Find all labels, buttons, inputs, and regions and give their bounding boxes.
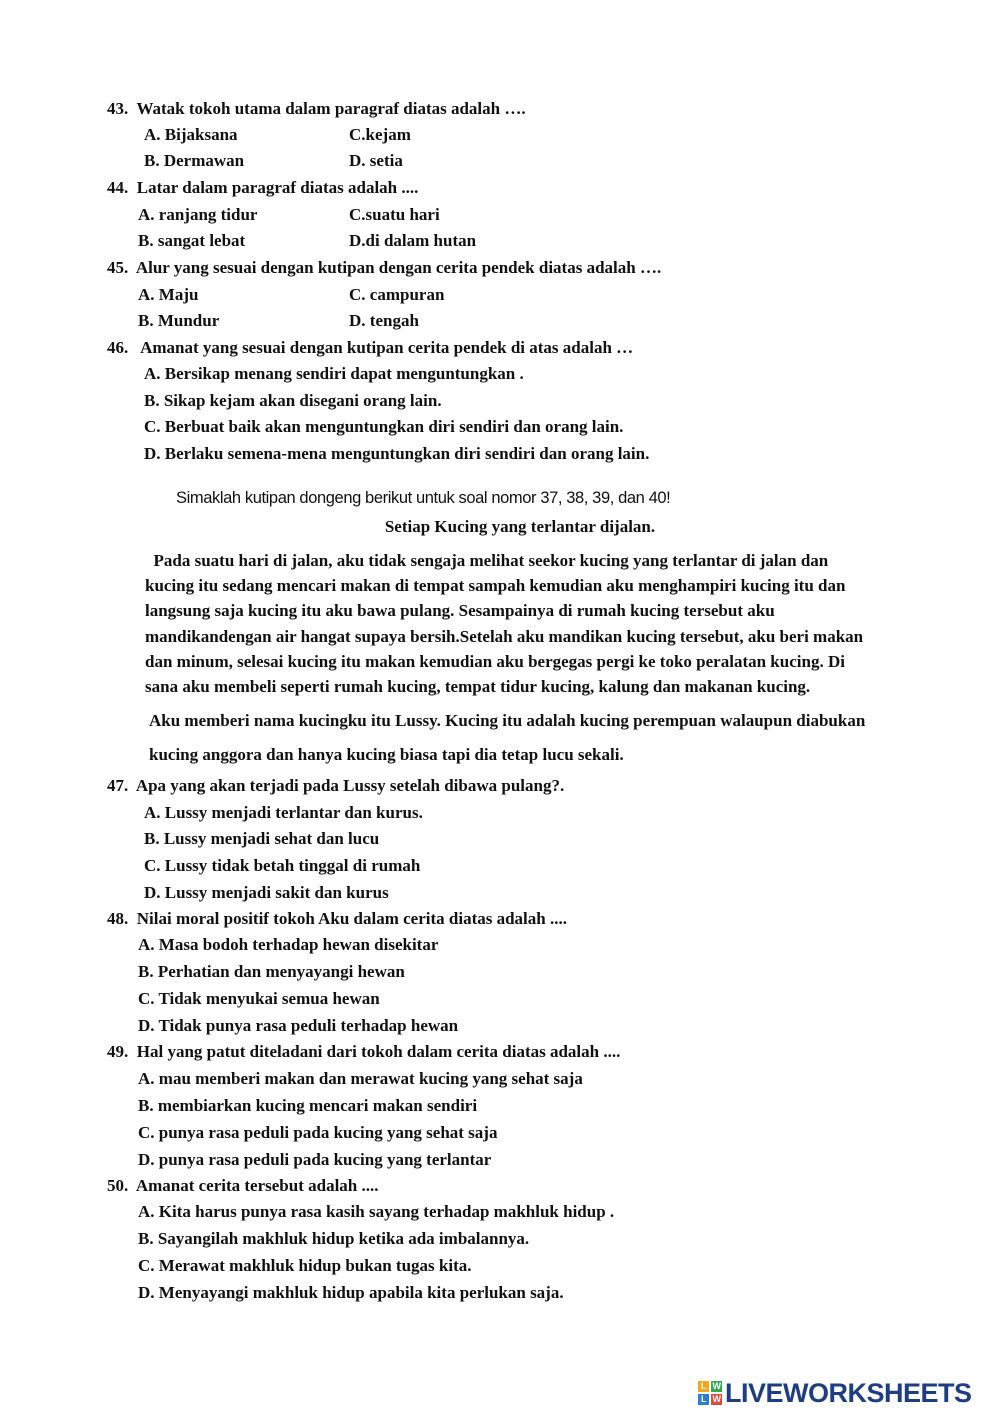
option-c[interactable]: C. Lussy tidak betah tinggal di rumah: [144, 856, 421, 875]
question-48: [107, 909, 567, 929]
option-a[interactable]: A. Bersikap menang sendiri dapat menguntungkan .: [144, 364, 524, 383]
question-text: Latar dalam paragraf diatas adalah ....: [136, 178, 419, 197]
option-a[interactable]: A. Kita harus punya rasa kasih sayang terhadap makhluk hidup .: [138, 1202, 615, 1221]
story-line: Pada suatu hari di jalan, aku tidak sengaja melihat seekor kucing yang terlantar di jalan dan: [145, 551, 829, 570]
option-c[interactable]: C.suatu hari: [349, 205, 440, 224]
question-number: 46.: [107, 338, 129, 357]
question-number: 47.: [107, 776, 129, 795]
option-c[interactable]: C. Berbuat baik akan menguntungkan diri sendiri dan orang lain.: [144, 417, 624, 436]
logo-mark-icon: L W L W: [698, 1381, 722, 1405]
question-50: [107, 1176, 379, 1196]
story-line: langsung saja kucing itu aku bawa pulang. Sesampainya di rumah kucing tersebut aku: [145, 601, 775, 620]
option-c[interactable]: C. Merawat makhluk hidup bukan tugas kita.: [138, 1256, 472, 1275]
option-a[interactable]: A. Masa bodoh terhadap hewan disekitar: [138, 935, 439, 954]
option-c[interactable]: C. punya rasa peduli pada kucing yang sehat saja: [138, 1123, 498, 1142]
story-line: dan minum, selesai kucing itu makan kemudian aku bergegas pergi ke toko peralatan kucing. Di: [145, 652, 845, 671]
option-b[interactable]: B. Sayangilah makhluk hidup ketika ada imbalannya.: [138, 1229, 530, 1248]
question-number: 49.: [107, 1042, 129, 1061]
option-a[interactable]: A. Lussy menjadi terlantar dan kurus.: [144, 803, 423, 822]
option-d[interactable]: D. Lussy menjadi sakit dan kurus: [144, 883, 389, 902]
story-line: sana aku membeli seperti rumah kucing, tempat tidur kucing, kalung dan makanan kucing.: [145, 677, 811, 696]
option-a[interactable]: A. mau memberi makan dan merawat kucing yang sehat saja: [138, 1069, 583, 1088]
question-text: Nilai moral positif tokoh Aku dalam cerita diatas adalah ....: [136, 909, 567, 928]
question-text: Amanat yang sesuai dengan kutipan cerita pendek di atas adalah …: [140, 338, 634, 357]
question-49: [107, 1042, 620, 1062]
question-text: Hal yang patut diteladani dari tokoh dalam cerita diatas adalah ....: [136, 1042, 621, 1061]
story-line: Aku memberi nama kucingku itu Lussy. Kucing itu adalah kucing perempuan walaupun diabukan: [149, 711, 866, 730]
story-line: mandikandengan air hangat supaya bersih.Setelah aku mandikan kucing tersebut, aku beri makan: [145, 627, 864, 646]
question-text: Alur yang sesuai dengan kutipan dengan cerita pendek diatas adalah ….: [135, 258, 662, 277]
option-b[interactable]: B. Sikap kejam akan disegani orang lain.: [144, 391, 442, 410]
option-c[interactable]: C. Tidak menyukai semua hewan: [138, 989, 380, 1008]
question-44: [107, 178, 418, 198]
logo-text: LIVEWORKSHEETS: [725, 1377, 972, 1408]
option-b[interactable]: B. Lussy menjadi sehat dan lucu: [144, 829, 380, 848]
option-d[interactable]: D. Berlaku semena-mena menguntungkan diri sendiri dan orang lain.: [144, 444, 650, 463]
question-number: 45.: [107, 258, 129, 277]
option-b[interactable]: B. sangat lebat: [138, 231, 246, 250]
liveworksheets-logo[interactable]: [698, 1378, 972, 1408]
option-b[interactable]: B. Dermawan: [144, 151, 245, 170]
option-d[interactable]: D. tengah: [349, 311, 419, 330]
instruction: Simaklah kutipan dongeng berikut untuk soal nomor 37, 38, 39, dan 40!: [176, 489, 671, 507]
option-d[interactable]: D. punya rasa peduli pada kucing yang terlantar: [138, 1150, 492, 1169]
story-line: kucing anggora dan hanya kucing biasa tapi dia tetap lucu sekali.: [149, 745, 624, 764]
question-number: 44.: [107, 178, 129, 197]
option-b[interactable]: B. Mundur: [138, 311, 220, 330]
story-line: kucing itu sedang mencari makan di tempat sampah kemudian aku menghampiri kucing itu dan: [145, 576, 846, 595]
option-d[interactable]: D.di dalam hutan: [349, 231, 477, 250]
question-text: Apa yang akan terjadi pada Lussy setelah dibawa pulang?.: [135, 776, 565, 795]
question-47: [107, 776, 564, 796]
option-a[interactable]: A. Maju: [138, 285, 199, 304]
option-a[interactable]: A. Bijaksana: [144, 125, 238, 144]
question-number: 43.: [107, 99, 129, 118]
question-45: [107, 258, 661, 278]
question-46: [107, 338, 633, 358]
question-text: Amanat cerita tersebut adalah ....: [135, 1176, 379, 1195]
question-text: Watak tokoh utama dalam paragraf diatas adalah ….: [136, 99, 526, 118]
option-b[interactable]: B. Perhatian dan menyayangi hewan: [138, 962, 405, 981]
option-c[interactable]: C. campuran: [349, 285, 445, 304]
question-43: [107, 99, 526, 119]
story-title: Setiap Kucing yang terlantar dijalan.: [384, 517, 656, 536]
option-d[interactable]: D. setia: [349, 151, 403, 170]
question-number: 48.: [107, 909, 129, 928]
option-a[interactable]: A. ranjang tidur: [138, 205, 258, 224]
option-b[interactable]: B. membiarkan kucing mencari makan sendiri: [138, 1096, 478, 1115]
question-number: 50.: [107, 1176, 129, 1195]
option-d[interactable]: D. Menyayangi makhluk hidup apabila kita perlukan saja.: [138, 1283, 564, 1302]
option-d[interactable]: D. Tidak punya rasa peduli terhadap hewan: [138, 1016, 459, 1035]
option-c[interactable]: C.kejam: [349, 125, 411, 144]
